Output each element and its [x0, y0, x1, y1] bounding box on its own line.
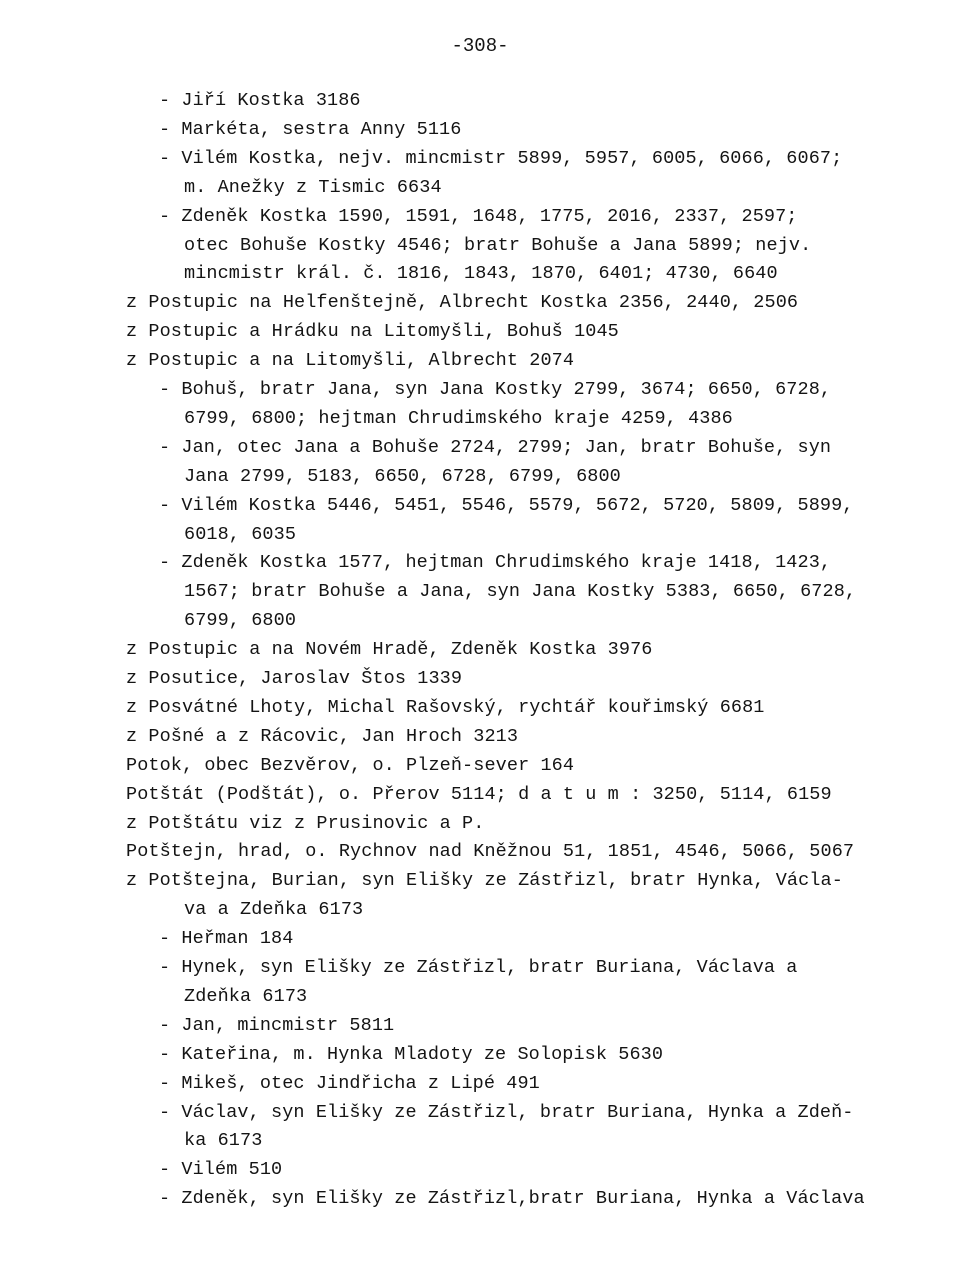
- index-line: mincmistr král. č. 1816, 1843, 1870, 6401; 4730, 6640: [184, 263, 778, 285]
- index-line: z Postupic na Helfenštejně, Albrecht Kostka 2356, 2440, 2506: [126, 292, 799, 314]
- index-line: - Hynek, syn Elišky ze Zástřizl, bratr Buriana, Václava a: [159, 957, 798, 978]
- index-line: z Potštátu viz z Prusinovic a P.: [126, 812, 485, 834]
- index-line: - Markéta, sestra Anny 5116: [159, 118, 462, 140]
- index-line: Potštát (Podštát), o. Přerov 5114; d a t u m : 3250, 5114, 6159: [126, 783, 832, 805]
- index-line: - Zdeněk Kostka 1577, hejtman Chrudimského kraje 1418, 1423,: [159, 552, 832, 574]
- index-line: otec Bohuše Kostky 4546; bratr Bohuše a Jana 5899; nejv.: [184, 234, 812, 256]
- index-line: - Jan, otec Jana a Bohuše 2724, 2799; Jan, bratr Bohuše, syn: [159, 436, 832, 458]
- index-line: - Vilém Kostka 5446, 5451, 5546, 5579, 5672, 5720, 5809, 5899,: [159, 494, 854, 516]
- index-line: z Potštejna, Burian, syn Elišky ze Zástřizl, bratr Hynka, Václa-: [126, 870, 843, 892]
- index-line: Potštejn, hrad, o. Rychnov nad Kněžnou 51, 1851, 4546, 5066, 5067: [126, 841, 855, 863]
- index-line: Potok, obec Bezvěrov, o. Plzeň-sever 164: [126, 754, 575, 776]
- index-line: - Heřman 184: [159, 928, 294, 950]
- page-number: -308-: [451, 35, 509, 57]
- index-line: - Vilém 510: [159, 1159, 283, 1181]
- index-line: 6018, 6035: [184, 523, 297, 545]
- index-line: - Bohuš, bratr Jana, syn Jana Kostky 2799, 3674; 6650, 6728,: [159, 379, 832, 400]
- index-line: z Posvátné Lhoty, Michal Rašovský, rychtář kouřimský 6681: [126, 696, 765, 718]
- index-line: - Mikeš, otec Jindřicha z Lipé 491: [159, 1072, 540, 1094]
- index-line: va a Zdeňka 6173: [184, 899, 364, 921]
- index-line: - Jiří Kostka 3186: [159, 90, 361, 111]
- index-line: - Zdeněk, syn Elišky ze Zástřizl,bratr Buriana, Hynka a Václava: [159, 1188, 865, 1210]
- index-line: - Václav, syn Elišky ze Zástřizl, bratr Buriana, Hynka a Zdeň-: [159, 1101, 854, 1123]
- index-line: z Postupic a na Litomyšli, Albrecht 2074: [126, 350, 575, 372]
- index-line: z Postupic a na Novém Hradě, Zdeněk Kostka 3976: [126, 639, 653, 661]
- index-line: Zdeňka 6173: [184, 985, 308, 1007]
- index-line: ka 6173: [184, 1130, 263, 1152]
- index-line: z Postupic a Hrádku na Litomyšli, Bohuš 1045: [126, 321, 619, 343]
- index-line: z Posutice, Jaroslav Štos 1339: [126, 668, 463, 689]
- index-line: 1567; bratr Bohuše a Jana, syn Jana Kostky 5383, 6650, 6728,: [184, 581, 857, 603]
- index-line: - Kateřina, m. Hynka Mladoty ze Solopisk 5630: [159, 1043, 664, 1065]
- index-line: - Zdeněk Kostka 1590, 1591, 1648, 1775, 2016, 2337, 2597;: [159, 205, 798, 227]
- index-line: 6799, 6800; hejtman Chrudimského kraje 4259, 4386: [184, 407, 733, 429]
- index-line: 6799, 6800: [184, 610, 297, 632]
- index-line: m. Anežky z Tismic 6634: [184, 176, 442, 198]
- index-line: Jana 2799, 5183, 6650, 6728, 6799, 6800: [184, 465, 621, 487]
- index-line: z Pošné a z Rácovic, Jan Hroch 3213: [126, 725, 519, 747]
- index-line: - Vilém Kostka, nejv. mincmistr 5899, 5957, 6005, 6066, 6067;: [159, 147, 843, 169]
- index-line: - Jan, mincmistr 5811: [159, 1014, 395, 1036]
